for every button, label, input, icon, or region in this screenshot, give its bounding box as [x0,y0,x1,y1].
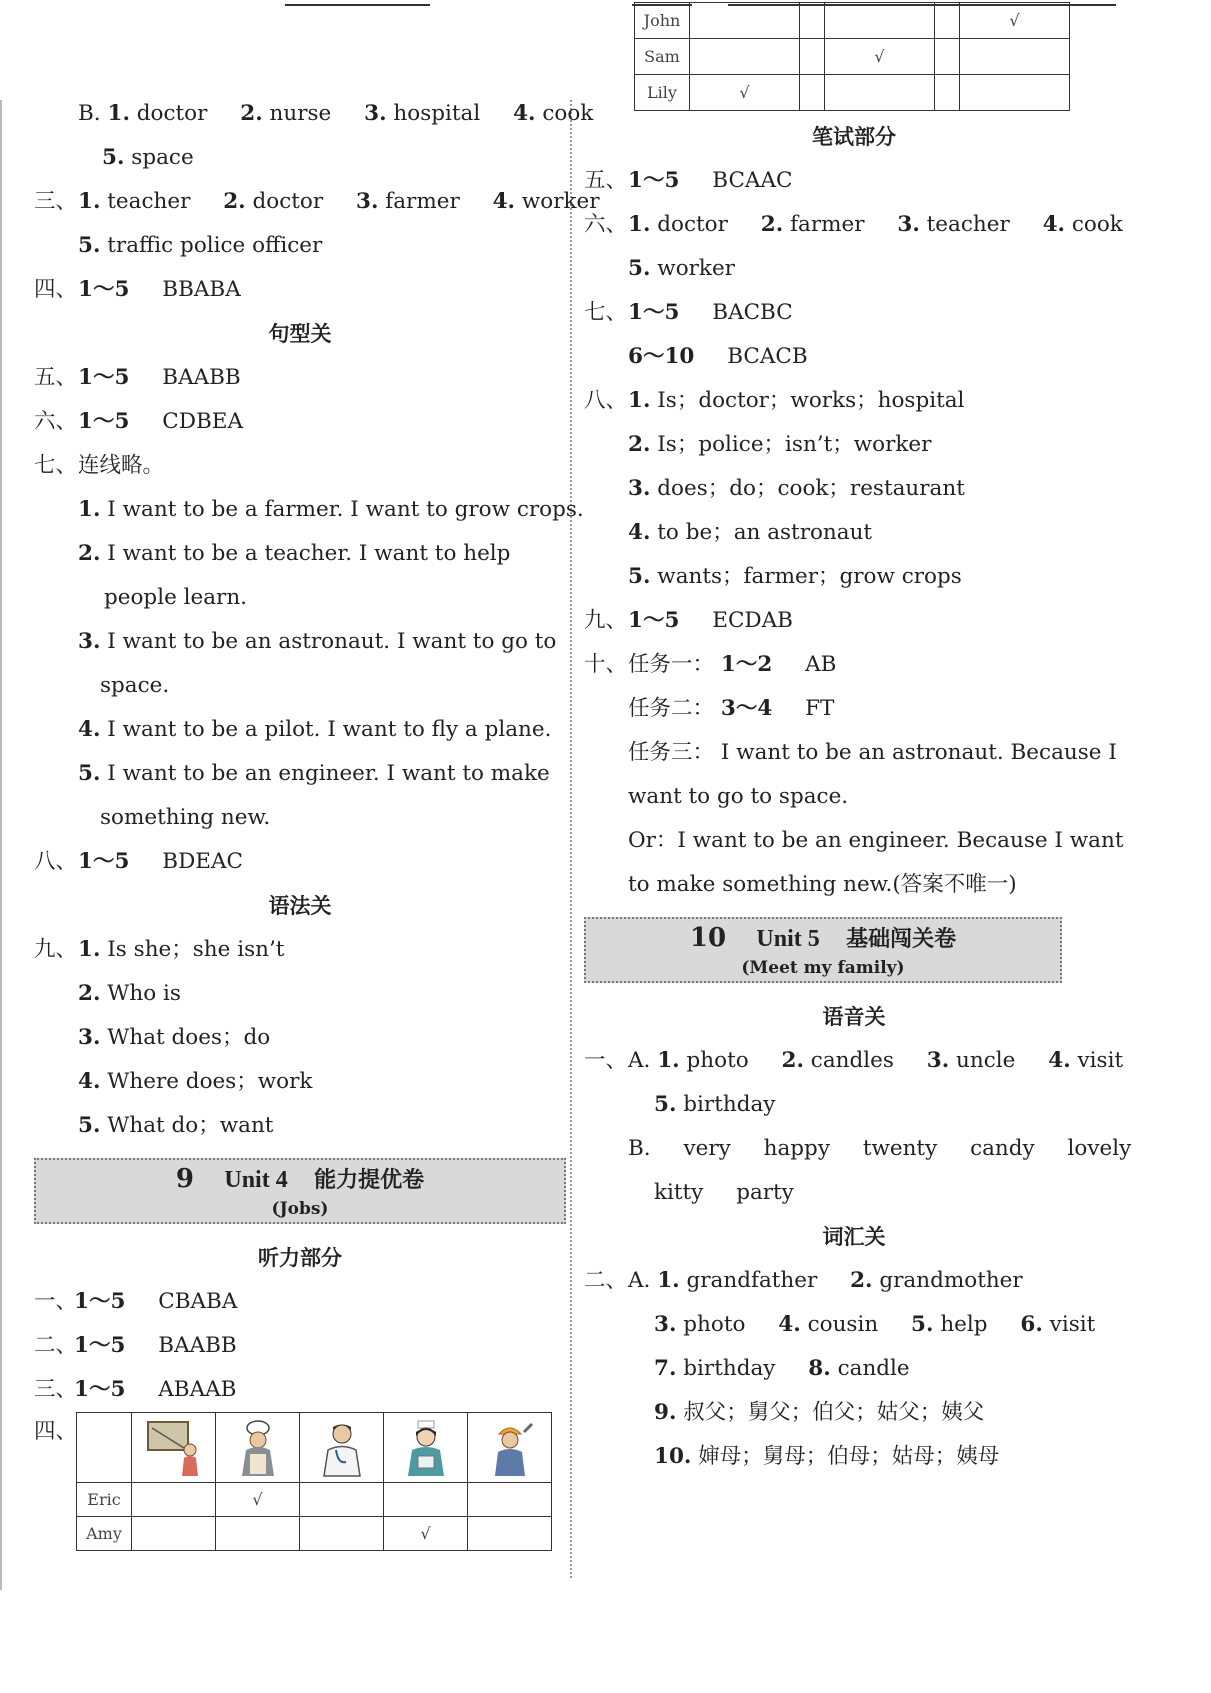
item-number: 5. [78,233,101,258]
answer-text: does；do；cook；restaurant [657,476,965,501]
answer-letters: BAABB [158,1333,237,1358]
section-title: 句型关 [268,322,332,346]
answer-line [584,1083,1124,1127]
item-number: 1. [657,1268,680,1293]
answer-line [34,1104,566,1148]
range-label: 1～5 [628,608,680,633]
mark-cell [800,75,825,111]
answer-line [584,203,1124,247]
column-divider [570,100,572,1578]
item-number: 3. [78,1025,101,1050]
answer-letters: CDBEA [162,409,243,434]
question-marker: 七、 [34,453,78,478]
answer-word: very [683,1136,731,1161]
section-title: 词汇关 [822,1225,886,1249]
table-row [635,39,1070,75]
answer-word: birthday [683,1092,776,1117]
answer-line [584,379,1124,423]
item-number: 2. [78,541,101,566]
table-corner [77,1413,132,1483]
answer-text: 叔父；舅父；伯父；姑父；姨父 [683,1400,985,1425]
sentence-line [34,796,566,840]
sentence-line [34,708,566,752]
answer-line [584,1391,1124,1435]
answer-word: party [736,1180,794,1205]
answer-word: happy [763,1136,830,1161]
mark-cell [800,3,825,39]
table-header-row [77,1413,552,1483]
answer-text: to be；an astronaut [657,520,873,545]
answer-word: kitty [654,1180,704,1205]
item-number: 9. [654,1400,677,1425]
item-number: 1. [107,101,130,126]
question-marker: 一、 [584,1048,628,1073]
item-number: 2. [781,1048,804,1073]
item-number: 5. [911,1312,934,1337]
sentence-line [34,664,566,708]
answer-word: doctor [136,101,208,126]
answer-line [584,511,1124,555]
nurse-picture [396,1418,456,1478]
answer-line [584,1435,1124,1479]
answer-line [584,1127,1132,1171]
item-number: 2. [240,101,263,126]
item-number: 2. [760,212,784,237]
answer-letters: BDEAC [162,849,243,874]
answer-line [34,356,566,400]
mark-cell [959,39,1069,75]
answer-letters: BCACB [727,344,808,369]
item-number: 3. [926,1048,950,1073]
answer-word: birthday [683,1356,776,1381]
answer-line [34,444,566,488]
item-number: 5. [628,564,651,589]
name-cell: Lily [635,75,690,111]
picture-cell [384,1413,468,1483]
item-number: 3. [355,189,379,214]
mark-cell: √ [959,3,1069,39]
answer-letters: BCAAC [712,168,793,193]
question-marker: 四、 [34,1419,78,1444]
question-marker: 八、 [584,388,628,413]
mark-cell: √ [216,1483,300,1517]
answer-text: What do；want [107,1113,274,1138]
answer-word: nurse [269,101,332,126]
answer-word: lovely [1067,1136,1132,1161]
answer-word: teacher [107,189,191,214]
range-label: 1～2 [720,652,773,677]
answer-letters: AB [805,652,837,677]
answer-text: Or：I want to be an engineer. Because I want [628,828,1124,853]
question-marker: 三、 [34,189,78,214]
item-number: 1. [657,1048,680,1073]
mark-cell [690,3,800,39]
worker-picture [480,1418,540,1478]
question-marker: 十、 [584,652,628,677]
question-marker: 六、 [584,212,628,237]
answer-line [584,731,1124,775]
answer-line [584,599,1124,643]
answer-line [584,819,1124,863]
sentence-text: I want to be a teacher. I want to help [107,541,511,566]
name-cell: Sam [635,39,690,75]
section-title: 语法关 [268,894,332,918]
item-number: 5. [78,761,101,786]
jobs-table [76,1412,552,1551]
answer-word: visit [1077,1048,1124,1073]
question-marker: 二、 [34,1333,78,1358]
item-number: 1. [628,388,651,413]
range-label: 1～5 [78,849,130,874]
sentence-text: space. [100,673,170,698]
picture-cell [468,1413,552,1483]
answer-word: visit [1049,1312,1096,1337]
answer-line [34,1280,566,1324]
question-marker: 九、 [584,608,628,633]
answer-word: candles [810,1048,894,1073]
label-a: A. [628,1048,651,1073]
answer-word: worker [657,256,735,281]
item-number: 4. [628,520,651,545]
mark-cell [216,1517,300,1551]
mark-cell [824,3,934,39]
answer-word: cook [542,101,594,126]
section-title: 笔试部分 [812,125,896,149]
item-number: 4. [513,101,536,126]
item-number: 5. [654,1092,677,1117]
unit-banner [584,917,1062,983]
question-marker: 七、 [584,300,628,325]
question-marker: 八、 [34,849,78,874]
answer-word: help [940,1312,988,1337]
label-b: B. [628,1136,651,1161]
answer-word: twenty [862,1136,938,1161]
answer-letters: CBABA [158,1289,238,1314]
left-column [34,92,600,1552]
mark-cell [384,1483,468,1517]
sentence-text: I want to be an astronaut. I want to go to [107,629,557,654]
banner-unit: Unit 5 [756,926,820,952]
item-number: 2. [223,189,246,214]
answer-line [584,247,1124,291]
banner-subtitle: (Jobs) [271,1199,329,1219]
answer-line [584,555,1124,599]
answer-word: doctor [252,189,324,214]
answer-line [584,467,1124,511]
item-number: 1. [628,212,651,237]
sentence-text: I want to be a pilot. I want to fly a plane. [107,717,552,742]
answer-word: cook [1071,212,1123,237]
item-number: 1. [78,497,101,522]
sentence-text: people learn. [104,585,248,610]
question-marker: 二、 [584,1268,628,1293]
range-label: 1～5 [78,409,130,434]
mark-cell [300,1517,384,1551]
answer-letters: BACBC [712,300,793,325]
mark-cell [468,1483,552,1517]
mark-cell [690,39,800,75]
item-number: 4. [78,1069,101,1094]
answer-line [34,972,566,1016]
task-label: 任务三： [628,740,715,765]
answer-line [34,92,594,136]
mark-cell [934,3,959,39]
answer-line [34,928,566,972]
item-number: 3. [897,212,920,237]
item-number: 4. [78,717,101,742]
table-row [77,1517,552,1551]
range-label: 1～5 [628,168,680,193]
item-number: 5. [78,1113,101,1138]
answer-line [584,1039,1124,1083]
answer-line [34,400,566,444]
answer-line [584,335,1124,379]
answer-word: teacher [926,212,1010,237]
answer-word: doctor [657,212,728,237]
answer-word: grandfather [686,1268,818,1293]
range-label: 6～10 [628,344,695,369]
mark-cell [132,1517,216,1551]
sentence-line [34,532,566,576]
mark-cell: √ [824,39,934,75]
name-cell: Eric [77,1483,132,1517]
mark-cell [800,39,825,75]
answer-line [34,1060,566,1104]
question-marker: 三、 [34,1377,78,1402]
right-column [584,2,1132,1479]
top-rule-left [285,4,430,6]
sentence-text: something new. [100,805,271,830]
range-label: 1～5 [628,300,680,325]
answer-line [584,291,1124,335]
question-marker: 五、 [584,168,628,193]
section-title: 语音关 [822,1005,886,1029]
mark-cell [468,1517,552,1551]
doctor-picture [312,1418,372,1478]
item-number: 5. [102,145,125,170]
mark-cell: √ [384,1517,468,1551]
range-label: 1～5 [74,1377,126,1402]
mark-cell [132,1483,216,1517]
mark-cell [934,75,959,111]
item-number: 2. [850,1268,873,1293]
answer-word: worker [521,189,600,214]
page-edge-line [0,100,2,1590]
answer-line [584,687,1124,731]
answer-letters: ABAAB [158,1377,237,1402]
answer-line [34,1016,566,1060]
answer-line [584,775,1124,819]
answer-text: Where does；work [107,1069,313,1094]
sentence-line [34,620,566,664]
range-label: 1～5 [78,277,130,302]
mark-cell: √ [690,75,800,111]
question-marker: 四、 [34,277,78,302]
answer-text: Is；doctor；works；hospital [657,388,965,413]
answer-word: grandmother [879,1268,1023,1293]
item-number: 3. [78,629,101,654]
cook-picture [228,1418,288,1478]
answer-letters: ECDAB [712,608,793,633]
sentence-text: I want to be a farmer. I want to grow crops. [107,497,584,522]
mark-cell [934,39,959,75]
answer-line [584,863,1124,907]
answer-text: 连线略。 [78,453,165,478]
answer-line [584,1259,1124,1303]
mark-cell [300,1483,384,1517]
item-number: 2. [78,981,101,1006]
range-label: 1～5 [74,1289,126,1314]
answer-text: wants；farmer；grow crops [657,564,962,589]
answer-text: I want to be an astronaut. Because I [720,740,1117,765]
label-a: A. [628,1268,651,1293]
table-row [635,3,1070,39]
answer-word: farmer [790,212,865,237]
answer-word: hospital [393,101,481,126]
table-row [635,75,1070,111]
answer-line [34,268,566,312]
range-label: 1～5 [78,365,130,390]
question-marker: 六、 [34,409,78,434]
sentence-text: I want to be an engineer. I want to make [107,761,550,786]
mark-cell [959,75,1069,111]
answer-letters: BBABA [162,277,241,302]
answer-text: 婶母；舅母；伯母；姑母；姨母 [698,1444,1000,1469]
answer-word: farmer [385,189,460,214]
answer-letters: FT [805,696,835,721]
item-number: 4. [1048,1048,1071,1073]
picture-cell [300,1413,384,1483]
answer-word: uncle [956,1048,1016,1073]
answer-line [584,1303,1124,1347]
question-marker: 一、 [34,1289,78,1314]
answer-word: space [131,145,194,170]
answer-line [34,136,566,180]
table-row [77,1483,552,1517]
item-number: 6. [1020,1312,1043,1337]
answer-line [584,643,1124,687]
item-number: 4. [1042,212,1066,237]
banner-subtitle: (Meet my family) [741,958,905,978]
item-number: 4. [778,1312,801,1337]
teacher-picture [144,1418,204,1478]
banner-unit: Unit 4 [224,1167,288,1193]
item-number: 3. [364,101,387,126]
item-number: 3. [654,1312,677,1337]
item-number: 1. [78,189,101,214]
banner-number: 10 [689,923,727,953]
answer-line [34,1368,566,1412]
item-number: 8. [808,1356,831,1381]
answer-word: cousin [807,1312,879,1337]
question-marker: 五、 [34,365,78,390]
answer-word: photo [686,1048,749,1073]
listening-table-block [34,1412,566,1552]
answer-text: Is；police；isn’t；worker [657,432,932,457]
answer-text: Is she；she isn’t [107,937,285,962]
picture-cell [216,1413,300,1483]
answer-text: What does；do [107,1025,271,1050]
answer-line [584,1347,1124,1391]
answer-word: traffic police officer [107,233,323,258]
item-number: 5. [628,256,651,281]
name-cell: Amy [77,1517,132,1551]
sentence-line [34,488,584,532]
range-label: 1～5 [74,1333,126,1358]
answer-line [34,180,600,224]
answer-letters: BAABB [162,365,241,390]
answer-line [584,159,1124,203]
item-number: 10. [654,1444,692,1469]
answer-word: candle [837,1356,910,1381]
banner-title: 基础闯关卷 [846,927,957,952]
answer-line [34,1324,566,1368]
unit-banner [34,1158,566,1224]
answer-line [34,840,566,884]
answer-text: want to go to space. [628,784,849,809]
answer-word: photo [683,1312,746,1337]
sentence-line [34,752,566,796]
item-number: 2. [628,432,651,457]
answer-word: candy [970,1136,1035,1161]
answer-text: to make something new.(答案不唯一) [628,872,1017,897]
answer-line [34,224,566,268]
question-marker: 九、 [34,937,78,962]
answer-text: Who is [107,981,181,1006]
answer-line [584,1171,1124,1215]
answer-line [584,423,1124,467]
section-title: 听力部分 [258,1246,342,1270]
task-label: 任务二： [628,696,715,721]
range-label: 3～4 [720,696,773,721]
sentence-line [34,576,566,620]
label-b: B. [78,101,101,126]
item-number: 3. [628,476,651,501]
item-number: 4. [492,189,516,214]
item-number: 1. [78,937,101,962]
banner-number: 9 [175,1164,194,1194]
picture-cell [132,1413,216,1483]
task-label: 任务一： [628,652,715,677]
banner-title: 能力提优卷 [314,1168,425,1193]
mark-cell [824,75,934,111]
continued-table [634,2,1070,111]
item-number: 7. [654,1356,677,1381]
name-cell: John [635,3,690,39]
